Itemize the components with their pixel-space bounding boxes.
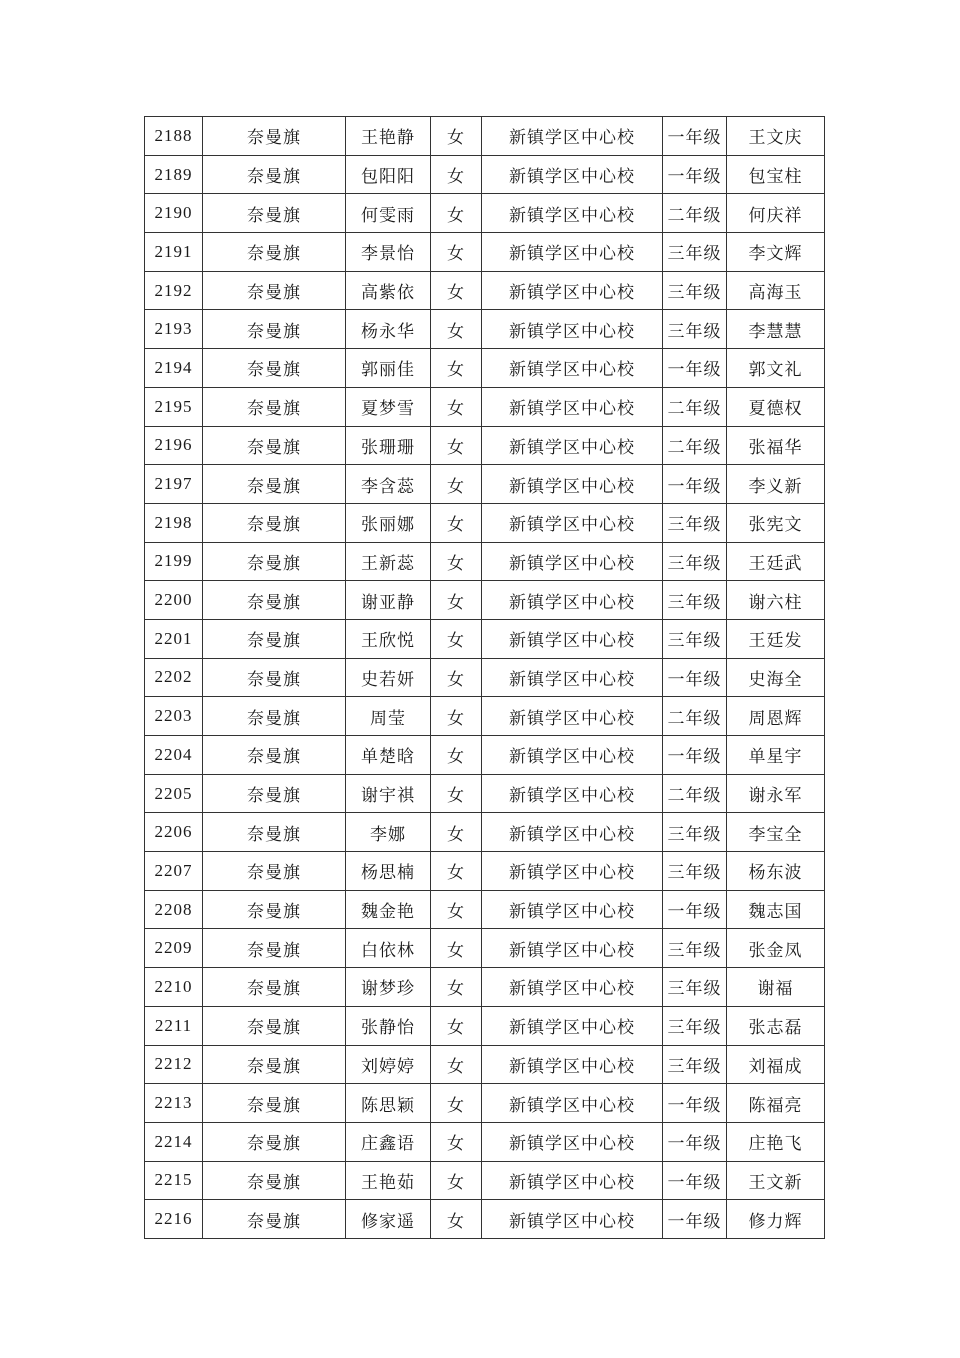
county-cell: 奈曼旗 [203,1122,346,1161]
grade-cell: 三年级 [663,310,727,349]
student-name-cell: 包阳阳 [346,155,431,194]
guardian-name-cell: 谢永军 [727,774,825,813]
row-number-cell: 2211 [145,1006,203,1045]
table-row [145,852,825,891]
student-roster-table [144,116,825,1239]
guardian-name-cell: 周恩辉 [727,697,825,736]
student-name-cell: 杨思楠 [346,852,431,891]
school-cell: 新镇学区中心校 [482,619,663,658]
table-row [145,581,825,620]
row-number-cell: 2209 [145,929,203,968]
grade-cell: 三年级 [663,619,727,658]
student-name-cell: 刘婷婷 [346,1045,431,1084]
grade-cell: 一年级 [663,1084,727,1123]
school-cell: 新镇学区中心校 [482,387,663,426]
student-name-cell: 庄鑫语 [346,1122,431,1161]
grade-cell: 一年级 [663,736,727,775]
gender-cell: 女 [431,852,482,891]
county-cell: 奈曼旗 [203,310,346,349]
grade-cell: 三年级 [663,271,727,310]
table-row [145,465,825,504]
gender-cell: 女 [431,736,482,775]
guardian-name-cell: 刘福成 [727,1045,825,1084]
table-row [145,1122,825,1161]
guardian-name-cell: 王廷武 [727,542,825,581]
county-cell: 奈曼旗 [203,426,346,465]
grade-cell: 三年级 [663,813,727,852]
row-number-cell: 2202 [145,658,203,697]
school-cell: 新镇学区中心校 [482,1122,663,1161]
student-name-cell: 张丽娜 [346,503,431,542]
row-number-cell: 2197 [145,465,203,504]
grade-cell: 一年级 [663,1122,727,1161]
county-cell: 奈曼旗 [203,349,346,388]
school-cell: 新镇学区中心校 [482,929,663,968]
county-cell: 奈曼旗 [203,1045,346,1084]
gender-cell: 女 [431,349,482,388]
table-row [145,1161,825,1200]
table-row [145,658,825,697]
grade-cell: 一年级 [663,349,727,388]
row-number-cell: 2193 [145,310,203,349]
row-number-cell: 2196 [145,426,203,465]
guardian-name-cell: 杨东波 [727,852,825,891]
grade-cell: 三年级 [663,233,727,272]
grade-cell: 三年级 [663,1006,727,1045]
guardian-name-cell: 陈福亮 [727,1084,825,1123]
county-cell: 奈曼旗 [203,117,346,156]
student-name-cell: 王新蕊 [346,542,431,581]
grade-cell: 二年级 [663,426,727,465]
guardian-name-cell: 修力辉 [727,1200,825,1239]
gender-cell: 女 [431,619,482,658]
table-row [145,194,825,233]
guardian-name-cell: 高海玉 [727,271,825,310]
gender-cell: 女 [431,968,482,1007]
table-row [145,1006,825,1045]
student-name-cell: 王欣悦 [346,619,431,658]
table-row [145,1200,825,1239]
gender-cell: 女 [431,194,482,233]
grade-cell: 三年级 [663,581,727,620]
gender-cell: 女 [431,542,482,581]
county-cell: 奈曼旗 [203,542,346,581]
grade-cell: 二年级 [663,194,727,233]
gender-cell: 女 [431,658,482,697]
table-row [145,426,825,465]
row-number-cell: 2204 [145,736,203,775]
guardian-name-cell: 谢六柱 [727,581,825,620]
guardian-name-cell: 庄艳飞 [727,1122,825,1161]
row-number-cell: 2189 [145,155,203,194]
gender-cell: 女 [431,310,482,349]
table-row [145,387,825,426]
table-row [145,117,825,156]
grade-cell: 三年级 [663,542,727,581]
student-name-cell: 陈思颖 [346,1084,431,1123]
guardian-name-cell: 何庆祥 [727,194,825,233]
student-name-cell: 何雯雨 [346,194,431,233]
table-row [145,310,825,349]
guardian-name-cell: 张金凤 [727,929,825,968]
county-cell: 奈曼旗 [203,774,346,813]
gender-cell: 女 [431,1006,482,1045]
county-cell: 奈曼旗 [203,852,346,891]
school-cell: 新镇学区中心校 [482,890,663,929]
row-number-cell: 2203 [145,697,203,736]
guardian-name-cell: 李文辉 [727,233,825,272]
student-name-cell: 张珊珊 [346,426,431,465]
student-name-cell: 张静怡 [346,1006,431,1045]
guardian-name-cell: 郭文礼 [727,349,825,388]
guardian-name-cell: 王文新 [727,1161,825,1200]
guardian-name-cell: 王文庆 [727,117,825,156]
county-cell: 奈曼旗 [203,1006,346,1045]
table-row [145,619,825,658]
guardian-name-cell: 李慧慧 [727,310,825,349]
gender-cell: 女 [431,890,482,929]
school-cell: 新镇学区中心校 [482,774,663,813]
student-name-cell: 王艳茹 [346,1161,431,1200]
table-row [145,968,825,1007]
row-number-cell: 2215 [145,1161,203,1200]
school-cell: 新镇学区中心校 [482,697,663,736]
school-cell: 新镇学区中心校 [482,581,663,620]
county-cell: 奈曼旗 [203,1200,346,1239]
county-cell: 奈曼旗 [203,387,346,426]
gender-cell: 女 [431,426,482,465]
county-cell: 奈曼旗 [203,658,346,697]
school-cell: 新镇学区中心校 [482,465,663,504]
student-name-cell: 周莹 [346,697,431,736]
county-cell: 奈曼旗 [203,697,346,736]
gender-cell: 女 [431,1084,482,1123]
school-cell: 新镇学区中心校 [482,155,663,194]
county-cell: 奈曼旗 [203,465,346,504]
grade-cell: 一年级 [663,117,727,156]
grade-cell: 三年级 [663,1045,727,1084]
row-number-cell: 2199 [145,542,203,581]
guardian-name-cell: 张宪文 [727,503,825,542]
school-cell: 新镇学区中心校 [482,503,663,542]
row-number-cell: 2207 [145,852,203,891]
student-name-cell: 魏金艳 [346,890,431,929]
gender-cell: 女 [431,271,482,310]
county-cell: 奈曼旗 [203,813,346,852]
student-name-cell: 李娜 [346,813,431,852]
guardian-name-cell: 王廷发 [727,619,825,658]
table-row [145,774,825,813]
county-cell: 奈曼旗 [203,233,346,272]
row-number-cell: 2210 [145,968,203,1007]
row-number-cell: 2194 [145,349,203,388]
row-number-cell: 2188 [145,117,203,156]
student-name-cell: 谢宇祺 [346,774,431,813]
school-cell: 新镇学区中心校 [482,736,663,775]
grade-cell: 二年级 [663,697,727,736]
guardian-name-cell: 李宝全 [727,813,825,852]
row-number-cell: 2212 [145,1045,203,1084]
school-cell: 新镇学区中心校 [482,968,663,1007]
student-name-cell: 谢梦珍 [346,968,431,1007]
guardian-name-cell: 夏德权 [727,387,825,426]
roster-body [145,117,825,1239]
gender-cell: 女 [431,697,482,736]
table-row [145,929,825,968]
row-number-cell: 2191 [145,233,203,272]
table-row [145,271,825,310]
gender-cell: 女 [431,155,482,194]
guardian-name-cell: 单星宇 [727,736,825,775]
row-number-cell: 2205 [145,774,203,813]
school-cell: 新镇学区中心校 [482,194,663,233]
gender-cell: 女 [431,1045,482,1084]
school-cell: 新镇学区中心校 [482,310,663,349]
gender-cell: 女 [431,387,482,426]
gender-cell: 女 [431,1161,482,1200]
gender-cell: 女 [431,774,482,813]
student-name-cell: 修家遥 [346,1200,431,1239]
school-cell: 新镇学区中心校 [482,1084,663,1123]
grade-cell: 一年级 [663,1161,727,1200]
grade-cell: 二年级 [663,774,727,813]
county-cell: 奈曼旗 [203,194,346,233]
guardian-name-cell: 张志磊 [727,1006,825,1045]
student-name-cell: 夏梦雪 [346,387,431,426]
school-cell: 新镇学区中心校 [482,658,663,697]
student-name-cell: 杨永华 [346,310,431,349]
student-name-cell: 郭丽佳 [346,349,431,388]
table-row [145,736,825,775]
school-cell: 新镇学区中心校 [482,852,663,891]
guardian-name-cell: 魏志国 [727,890,825,929]
school-cell: 新镇学区中心校 [482,1161,663,1200]
table-row [145,349,825,388]
student-name-cell: 白依林 [346,929,431,968]
county-cell: 奈曼旗 [203,619,346,658]
county-cell: 奈曼旗 [203,581,346,620]
student-name-cell: 李景怡 [346,233,431,272]
guardian-name-cell: 谢福 [727,968,825,1007]
grade-cell: 一年级 [663,1200,727,1239]
table-row [145,155,825,194]
grade-cell: 三年级 [663,852,727,891]
row-number-cell: 2195 [145,387,203,426]
row-number-cell: 2201 [145,619,203,658]
grade-cell: 一年级 [663,890,727,929]
county-cell: 奈曼旗 [203,1161,346,1200]
school-cell: 新镇学区中心校 [482,271,663,310]
school-cell: 新镇学区中心校 [482,117,663,156]
gender-cell: 女 [431,503,482,542]
table-row [145,233,825,272]
school-cell: 新镇学区中心校 [482,426,663,465]
grade-cell: 三年级 [663,968,727,1007]
grade-cell: 三年级 [663,929,727,968]
county-cell: 奈曼旗 [203,155,346,194]
grade-cell: 三年级 [663,503,727,542]
gender-cell: 女 [431,813,482,852]
grade-cell: 一年级 [663,155,727,194]
grade-cell: 二年级 [663,387,727,426]
county-cell: 奈曼旗 [203,503,346,542]
gender-cell: 女 [431,233,482,272]
row-number-cell: 2214 [145,1122,203,1161]
guardian-name-cell: 包宝柱 [727,155,825,194]
student-name-cell: 谢亚静 [346,581,431,620]
row-number-cell: 2200 [145,581,203,620]
county-cell: 奈曼旗 [203,271,346,310]
student-name-cell: 史若妍 [346,658,431,697]
county-cell: 奈曼旗 [203,890,346,929]
school-cell: 新镇学区中心校 [482,1045,663,1084]
county-cell: 奈曼旗 [203,736,346,775]
school-cell: 新镇学区中心校 [482,542,663,581]
guardian-name-cell: 史海全 [727,658,825,697]
gender-cell: 女 [431,929,482,968]
table-row [145,1045,825,1084]
row-number-cell: 2192 [145,271,203,310]
table-row [145,1084,825,1123]
gender-cell: 女 [431,1200,482,1239]
county-cell: 奈曼旗 [203,1084,346,1123]
gender-cell: 女 [431,465,482,504]
row-number-cell: 2190 [145,194,203,233]
school-cell: 新镇学区中心校 [482,349,663,388]
row-number-cell: 2216 [145,1200,203,1239]
table-row [145,542,825,581]
row-number-cell: 2213 [145,1084,203,1123]
county-cell: 奈曼旗 [203,968,346,1007]
gender-cell: 女 [431,117,482,156]
student-name-cell: 单楚晗 [346,736,431,775]
row-number-cell: 2198 [145,503,203,542]
grade-cell: 一年级 [663,465,727,504]
row-number-cell: 2206 [145,813,203,852]
school-cell: 新镇学区中心校 [482,233,663,272]
table-row [145,890,825,929]
row-number-cell: 2208 [145,890,203,929]
school-cell: 新镇学区中心校 [482,1200,663,1239]
gender-cell: 女 [431,581,482,620]
guardian-name-cell: 李义新 [727,465,825,504]
student-name-cell: 高紫依 [346,271,431,310]
table-row [145,813,825,852]
guardian-name-cell: 张福华 [727,426,825,465]
table-row [145,697,825,736]
table-row [145,503,825,542]
student-name-cell: 李含蕊 [346,465,431,504]
grade-cell: 一年级 [663,658,727,697]
gender-cell: 女 [431,1122,482,1161]
school-cell: 新镇学区中心校 [482,813,663,852]
county-cell: 奈曼旗 [203,929,346,968]
student-name-cell: 王艳静 [346,117,431,156]
school-cell: 新镇学区中心校 [482,1006,663,1045]
